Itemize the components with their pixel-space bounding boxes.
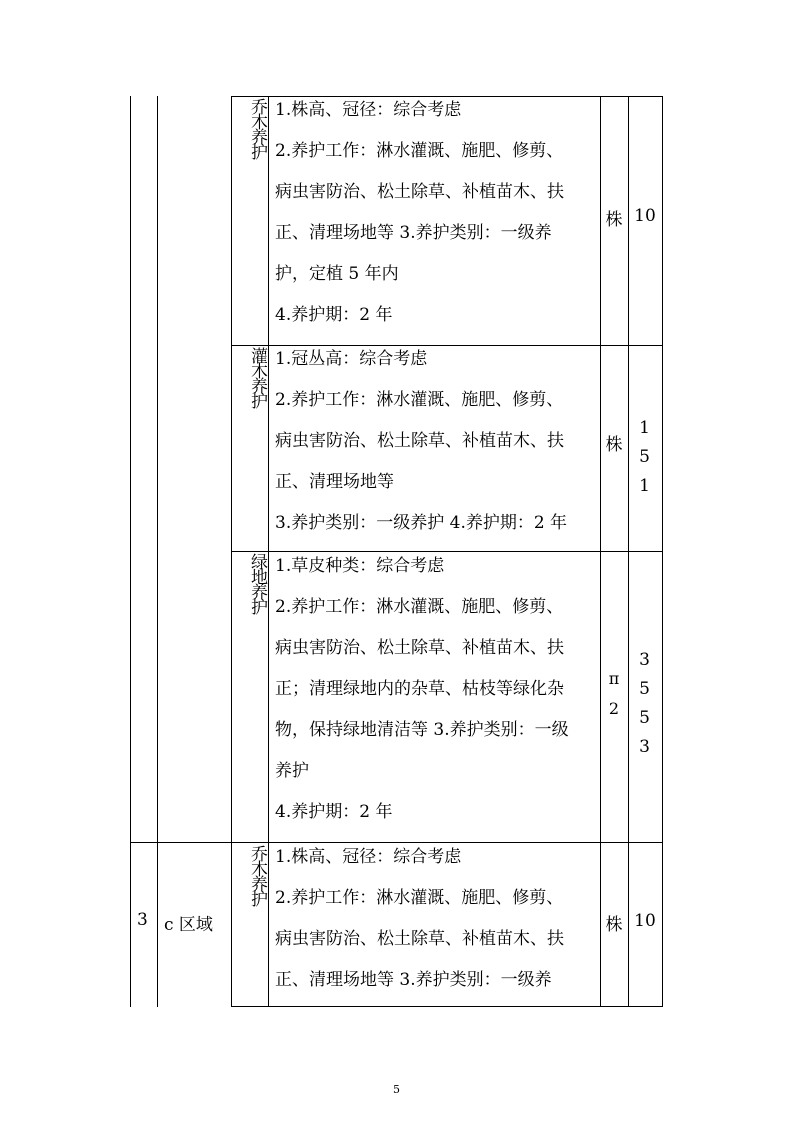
description-line: 病虫害防治、松土除草、补植苗木、扶 (275, 182, 564, 202)
item-unit: π2 (608, 669, 620, 718)
description-line: 1.草皮种类：综合考虑 (275, 556, 445, 576)
page-number: 5 (393, 1083, 400, 1096)
description-line: 4.养护期：2 年 (275, 802, 393, 822)
item-quantity: 151 (639, 418, 650, 496)
description-line: 1.株高、冠径：综合考虑 (275, 100, 462, 120)
description-line: 病虫害防治、松土除草、补植苗木、扶 (275, 431, 564, 451)
description-line: 2.养护工作：淋水灌溉、施肥、修剪、 (275, 597, 564, 617)
item-name: 乔木养护 (251, 845, 268, 910)
item-description (275, 339, 597, 544)
item-quantity: 10 (634, 206, 656, 226)
table-border-index (157, 96, 158, 1007)
description-line: 4.养护期：2 年 (275, 305, 393, 325)
item-description (275, 546, 597, 833)
table-border-bottom (231, 1006, 663, 1007)
item-name: 灌木养护 (251, 347, 268, 412)
description-line: 2.养护工作：淋水灌溉、施肥、修剪、 (275, 888, 564, 908)
description-line: 1.株高、冠径：综合考虑 (275, 847, 462, 867)
description-line: 1.冠丛高：综合考虑 (275, 349, 428, 369)
item-description (275, 90, 597, 336)
description-line: 正、清理场地等 3.养护类别：一级养 (275, 223, 552, 243)
area-name: c 区域 (164, 915, 213, 935)
description-line: 正、清理场地等 3.养护类别：一级养 (275, 970, 552, 990)
description-line: 护，定植 5 年内 (275, 264, 399, 284)
item-unit: 株 (605, 435, 623, 455)
description-line: 病虫害防治、松土除草、补植苗木、扶 (275, 929, 564, 949)
item-name: 绿地养护 (251, 553, 268, 618)
item-unit: 株 (605, 915, 623, 935)
item-quantity: 10 (634, 911, 656, 931)
description-line: 2.养护工作：淋水灌溉、施肥、修剪、 (275, 141, 564, 161)
description-line: 物，保持绿地清洁等 3.养护类别：一级 (275, 720, 569, 740)
item-description (275, 837, 597, 1001)
description-line: 3.养护类别：一级养护 4.养护期：2 年 (275, 513, 568, 533)
description-line: 病虫害防治、松土除草、补植苗木、扶 (275, 638, 564, 658)
item-name: 乔木养护 (251, 98, 268, 163)
description-line: 正、清理场地等 (275, 472, 394, 492)
item-quantity: 3553 (639, 650, 650, 757)
item-unit: 株 (605, 210, 623, 230)
row-index: 3 (137, 910, 148, 930)
description-line: 正；清理绿地内的杂草、枯枝等绿化杂 (275, 679, 564, 699)
description-line: 2.养护工作：淋水灌溉、施肥、修剪、 (275, 390, 564, 410)
description-line: 养护 (275, 761, 309, 781)
table-border-left (130, 96, 131, 1007)
